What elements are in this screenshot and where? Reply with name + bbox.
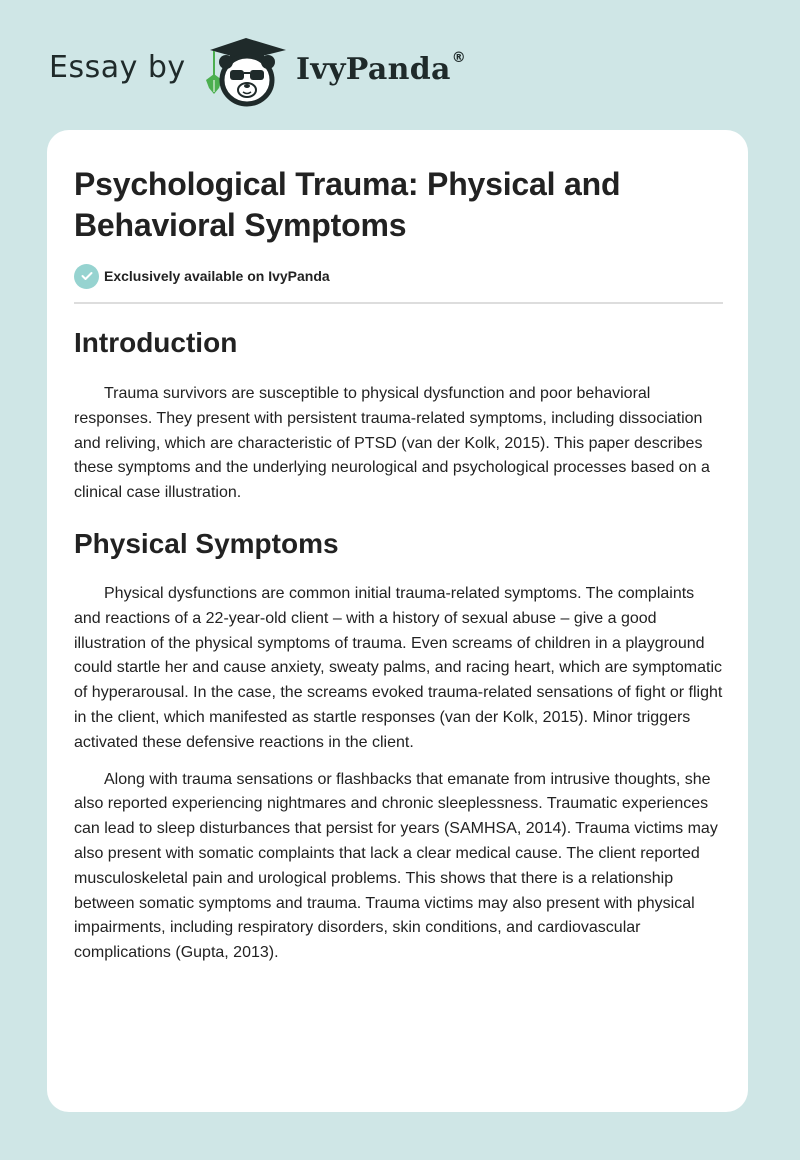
- site-header: [0, 0, 800, 130]
- page-title: Psychological Trauma: Physical and Behavioral Symptoms: [74, 166, 621, 243]
- exclusive-badge-text: Exclusively available on IvyPanda: [104, 268, 330, 284]
- essay-by-label: Essay by: [49, 50, 186, 85]
- ivypanda-logo-icon[interactable]: [200, 36, 292, 108]
- paragraph: Trauma survivors are susceptible to physical dysfunction and poor behavioral responses. They present with persistent trauma-related symptoms, including dissociation and reliving, which are characteristic of PTSD (van der Kolk, 2015). This paper describes these symptoms and the underlying neurological and psychological processes based on a clinical case illustration.: [74, 385, 710, 502]
- brand-name-text: IvyPanda: [296, 52, 451, 87]
- paragraph: Physical dysfunctions are common initial trauma-related symptoms. The complaints and reactions of a 22-year-old client – with a history of sexual abuse – give a good illustration of the physical symptoms of trauma. Even screams of children in a playground could startle her and cause anxiety, sweaty palms, and racing heart, which are symptomatic of hyperarousal. In the case, the screams evoked trauma-related sensations of fight or flight in the client, which manifested as startle responses (van der Kolk, 2015). Minor triggers activated these defensive reactions in the client.: [74, 584, 723, 751]
- exclusive-badge: [74, 263, 330, 289]
- check-circle-icon: [74, 264, 99, 289]
- registered-mark: ®: [451, 50, 467, 66]
- title-divider: [74, 302, 723, 304]
- ivypanda-wordmark[interactable]: [296, 52, 466, 87]
- essay-body: [74, 320, 723, 966]
- essay-card: [47, 130, 748, 1112]
- section-heading: Physical Symptoms: [74, 527, 339, 559]
- section-heading: Introduction: [74, 327, 238, 358]
- section-introduction: [74, 320, 723, 506]
- section-physical-symptoms: [74, 521, 723, 966]
- paragraph: Along with trauma sensations or flashbacks that emanate from intrusive thoughts, she also reported experiencing nightmares and chronic sleeplessness. Traumatic experiences can lead to sleep disturbances that persist for years (SAMHSA, 2014). Trauma victims may also present with somatic complaints that lack a clear medical cause. The client reported musculoskeletal pain and urological problems. This shows that there is a relationship between somatic symptoms and trauma. Trauma victims may also present with physical impairments, including respiratory disorders, skin conditions, and cardiovascular complications (Gupta, 2013).: [74, 770, 718, 962]
